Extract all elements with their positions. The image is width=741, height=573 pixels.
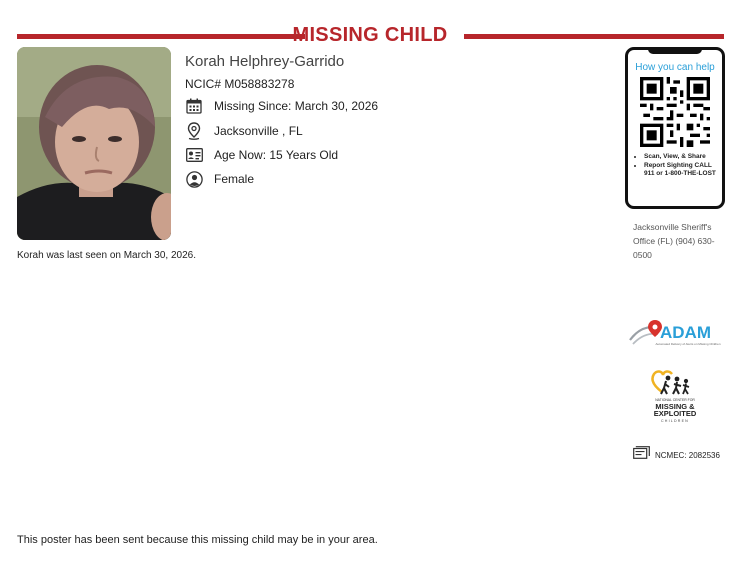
help-card-title: How you can help (635, 62, 715, 73)
qr-code[interactable] (640, 77, 710, 147)
person-icon (185, 170, 203, 188)
help-bullet-share: • Scan, View, & Share (644, 153, 718, 161)
ncmec-line2: MISSING & (655, 402, 695, 411)
gender-row (185, 170, 254, 188)
location-row (185, 122, 303, 140)
ncic-number: NCIC# M058883278 (185, 77, 295, 91)
gender-text: Female (214, 172, 255, 186)
location-pin-icon (185, 122, 203, 140)
calendar-icon (185, 97, 203, 115)
id-card-icon (185, 146, 203, 164)
help-card-bullets (630, 153, 718, 179)
agency-contact: Jacksonville Sheriff's Office (FL) (904) 630-0500 (633, 222, 715, 260)
ncmec-case (633, 446, 720, 464)
poster-title: MISSING CHILD (292, 24, 448, 46)
age-row (185, 146, 338, 164)
document-icon (633, 446, 650, 464)
help-card (625, 47, 725, 209)
missing-since-text: Missing Since: March 30, 2026 (214, 99, 379, 113)
missing-since-row (185, 97, 378, 115)
last-seen-caption: Korah was last seen on March 30, 2026. (17, 250, 196, 261)
adam-wordmark: ADAM (660, 323, 711, 342)
ncmec-line4: CHILDREN (661, 419, 689, 423)
help-bullet-report: • Report Sighting CALL 911 or 1-800-THE-LOST (644, 162, 718, 178)
footer-note: This poster has been sent because this missing child may be in your area. (17, 534, 378, 546)
adam-logo (628, 318, 722, 354)
location-text: Jacksonville , FL (214, 124, 303, 138)
phone-notch (648, 47, 702, 54)
ncmec-logo (644, 368, 706, 428)
child-name: Korah Helphrey-Garrido (185, 53, 345, 70)
ncmec-line3: EXPLOITED (653, 409, 697, 418)
age-text: Age Now: 15 Years Old (214, 148, 339, 162)
header-rule-right (464, 34, 724, 39)
adam-tagline: Automated Delivery of Alerts on Missing Children (655, 342, 721, 346)
child-photo (17, 47, 171, 240)
ncmec-case-number: NCMEC: 2082536 (655, 450, 720, 460)
ncmec-line1: NATIONAL CENTER FOR (655, 398, 695, 402)
